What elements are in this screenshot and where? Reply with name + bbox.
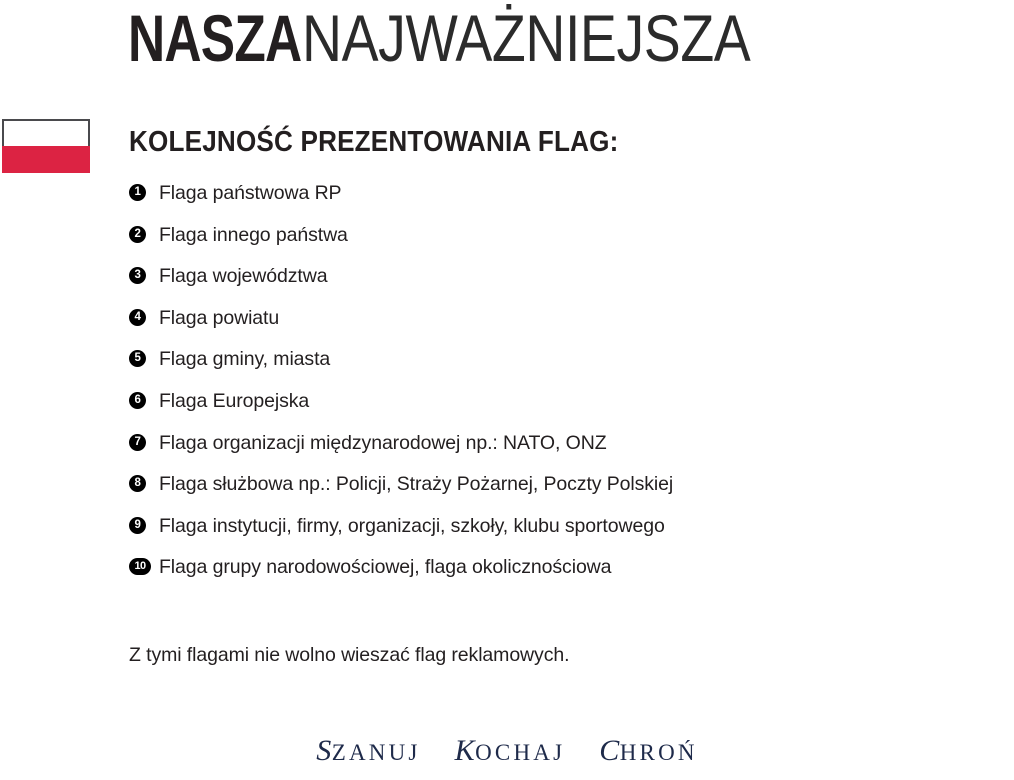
list-item (129, 182, 969, 224)
list-item (129, 265, 969, 307)
advertising-note: Z tymi flagami nie wolno wieszać flag reklamowych. (129, 644, 570, 666)
flag-order-list (129, 182, 969, 598)
list-item (129, 432, 969, 474)
list-item-label: Flaga państwowa RP (159, 182, 342, 204)
list-number-badge: 10 (129, 558, 151, 575)
list-number-badge: 6 (129, 392, 146, 409)
tagline-rest: HROŃ (619, 740, 698, 765)
list-number-badge: 5 (129, 350, 146, 367)
list-number-badge: 3 (129, 267, 146, 284)
list-item-label: Flaga organizacji międzynarodowej np.: NATO, ONZ (159, 431, 607, 454)
list-item-label: Flaga instytucji, firmy, organizacji, szkoły, klubu sportowego (159, 514, 665, 537)
tagline-initial: C (599, 734, 620, 767)
title-bold-word: NASZA (128, 1, 302, 75)
list-number-badge: 9 (129, 517, 146, 534)
footer-tagline (0, 734, 1014, 768)
list-number-badge: 7 (129, 434, 146, 451)
tagline-initial: K (454, 734, 476, 767)
list-item (129, 473, 969, 515)
tagline-word (599, 734, 698, 768)
tagline-rest: ZANUJ (331, 740, 421, 765)
page-title (128, 2, 988, 74)
list-item-label: Flaga służbowa np.: Policji, Straży Pożarnej, Poczty Polskiej (159, 473, 674, 496)
tagline-initial: S (316, 734, 332, 767)
tagline-rest: OCHAJ (475, 740, 566, 765)
tagline-word (455, 734, 566, 768)
flag-white-stripe (2, 119, 90, 146)
list-item (129, 348, 969, 390)
polish-flag-icon (2, 119, 90, 173)
flag-red-stripe (2, 146, 90, 173)
list-item-label: Flaga grupy narodowościowej, flaga okolicznościowa (159, 556, 612, 579)
section-heading: KOLEJNOŚĆ PREZENTOWANIA FLAG: (129, 126, 619, 158)
list-number-badge: 2 (129, 226, 146, 243)
list-item-label: Flaga innego państwa (159, 223, 348, 246)
tagline-word (316, 734, 420, 768)
list-item (129, 224, 969, 266)
list-item (129, 390, 969, 432)
list-item (129, 307, 969, 349)
list-item (129, 556, 969, 598)
list-item-label: Flaga powiatu (159, 306, 280, 329)
list-item-label: Flaga województwa (159, 265, 328, 288)
list-number-badge: 1 (129, 184, 146, 201)
title-light-word: NAJWAŻNIEJSZA (302, 1, 751, 75)
list-item-label: Flaga gminy, miasta (159, 348, 331, 371)
list-number-badge: 8 (129, 475, 146, 492)
list-item (129, 515, 969, 557)
list-number-badge: 4 (129, 309, 146, 326)
list-item-label: Flaga Europejska (159, 389, 310, 412)
